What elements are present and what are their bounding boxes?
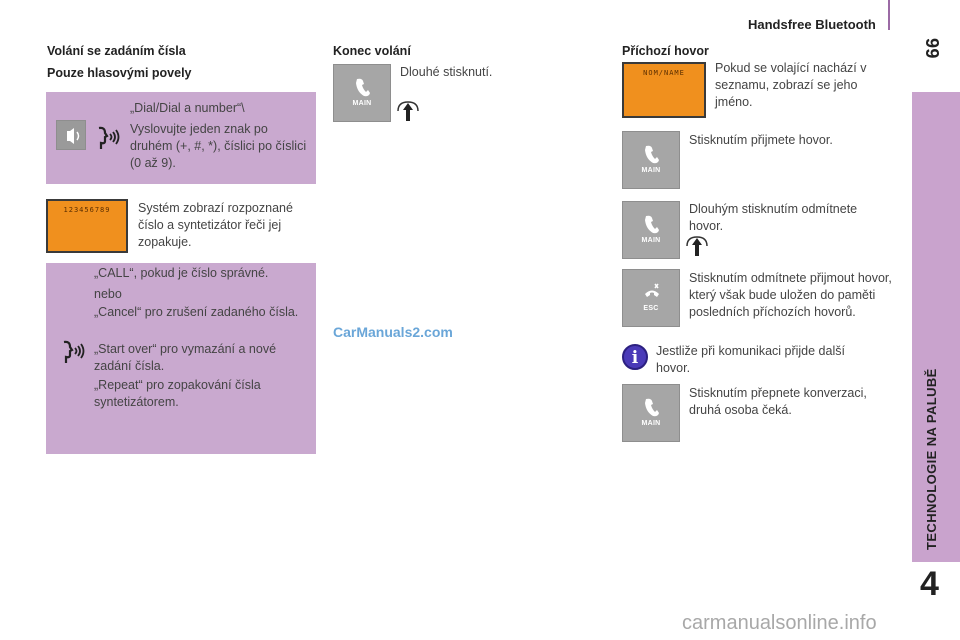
main-button-accept (622, 131, 680, 189)
heading-incoming-call: Příchozí hovor (622, 44, 709, 58)
cmd-start-over: „Start over“ pro vymazání a nové zadání čísla. (94, 342, 277, 373)
main-button-switch (622, 384, 680, 442)
chapter-number: 4 (920, 565, 939, 603)
main-label: MAIN (352, 100, 372, 107)
name-display-desc: Pokud se volající nachází v seznamu, zobrazí se jeho jméno. (715, 61, 867, 109)
esc-desc: Stisknutím odmítnete přijmout hovor, který však bude uložen do paměti posledních příchozích hovorů. (689, 271, 892, 319)
name-display-text: NOM/NAME (643, 69, 685, 77)
voice-command-dial: „Dial/Dial a number“\ (130, 101, 245, 115)
phone-handset-icon (354, 77, 372, 99)
switch-desc: Stisknutím přepnete konverzaci, druhá osoba čeká. (689, 386, 867, 417)
heading-end-call: Konec volání (333, 44, 411, 58)
info-desc: Jestliže při komunikaci přijde další hovor. (656, 344, 845, 375)
number-display-desc: Systém zobrazí rozpoznané číslo a syntetizátor řeči jej zopakuje. (138, 201, 293, 249)
main-label-switch: MAIN (641, 420, 661, 427)
name-display-screen (622, 62, 706, 118)
cmd-call: „CALL“, pokud je číslo správné. (94, 266, 269, 280)
info-icon: i (622, 344, 648, 370)
long-press-icon (395, 99, 421, 125)
voice-button (56, 120, 86, 150)
speaking-head-icon-2 (60, 338, 88, 370)
cmd-cancel: „Cancel“ pro zrušení zadaného čísla. (94, 305, 299, 319)
reject-desc: Dlouhým stisknutím odmítnete hovor. (689, 202, 858, 233)
phone-handset-icon-reject (643, 214, 661, 236)
watermark-carmanuals: CarManuals2.com (333, 324, 453, 340)
watermark-footer: carmanualsonline.info (682, 612, 877, 634)
esc-hangup-icon (643, 282, 661, 302)
esc-label: ESC (643, 305, 659, 312)
end-call-desc: Dlouhé stisknutí. (400, 65, 493, 79)
long-press-icon-reject (684, 234, 710, 260)
main-button-reject (622, 201, 680, 259)
voice-command-dial-desc: Vyslovujte jeden znak po druhém (+, #, *), číslici po číslici (0 až 9). (130, 122, 307, 170)
cmd-or: nebo (94, 287, 122, 301)
esc-button (622, 269, 680, 327)
speaking-head-icon (95, 124, 123, 154)
main-label-reject: MAIN (641, 237, 661, 244)
phone-handset-icon-accept (643, 144, 661, 166)
header-divider (888, 0, 890, 30)
heading-dial-number: Volání se zadáním čísla (47, 44, 186, 58)
voice-command-icon (57, 121, 87, 151)
chapter-title: TECHNOLOGIE NA PALUBĚ (924, 368, 939, 550)
header-title: Handsfree Bluetooth (748, 17, 876, 32)
main-button-end (333, 64, 391, 122)
number-display-text: 123456789 (63, 206, 111, 214)
accept-desc: Stisknutím přijmete hovor. (689, 133, 833, 147)
heading-voice-only: Pouze hlasovými povely (47, 66, 192, 80)
main-label-accept: MAIN (641, 167, 661, 174)
page-number: 99 (922, 38, 942, 59)
cmd-repeat: „Repeat“ pro zopakování čísla syntetizátorem. (94, 378, 261, 409)
number-display-screen (46, 199, 128, 253)
phone-handset-icon-switch (643, 397, 661, 419)
